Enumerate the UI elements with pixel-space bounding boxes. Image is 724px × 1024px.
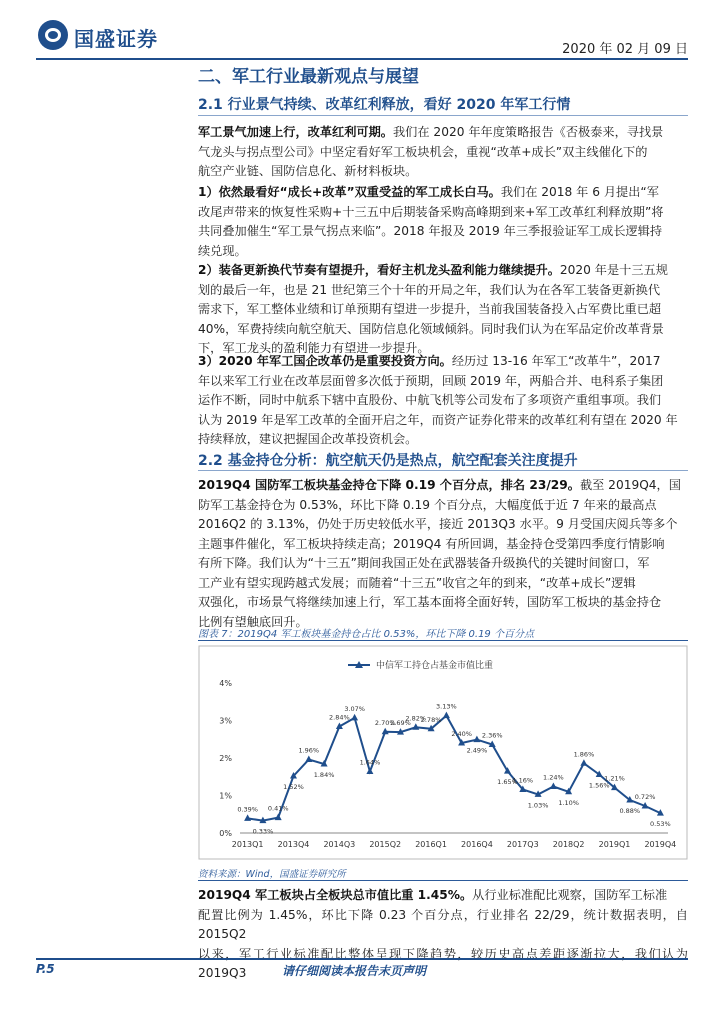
para-text: 共同叠加催生“军工景气拐点来临”。2018 年报及 2019 年三季报验证军工成长逻辑持 — [198, 224, 663, 238]
para-text: 经历过 13-16 年军工“改革牛”，2017 — [451, 354, 661, 368]
brand-name: 国盛证券 — [74, 27, 158, 51]
x-tick-label: 2019Q4 — [644, 840, 677, 849]
data-label: 2.69% — [390, 719, 411, 728]
subsection-title-2-2: 2.2 基金持仓分析：航空航天仍是热点，航空配套关注度提升 — [198, 453, 578, 469]
data-label: 1.84% — [313, 771, 335, 779]
para-lead: 军工景气加速上行，改革红利可期。 — [198, 125, 393, 139]
paragraph-2 — [198, 183, 688, 261]
data-label: 1.96% — [298, 746, 320, 755]
para-lead: 1）依然最看好“成长+改革”双重受益的军工成长白马。 — [198, 185, 501, 199]
para-text: 划的最后一年，也是 21 世纪第三个十年的开局之年，我们认为在各军工装备更新换代 — [198, 282, 661, 297]
y-tick-label: 0% — [219, 829, 232, 838]
para-text: 双强化，市场景气将继续加速上行，军工基本面将全面好转，国防军工板块的基金持仓 — [198, 595, 662, 609]
data-point — [550, 783, 557, 790]
data-label: 2.49% — [466, 746, 488, 755]
paragraph-6 — [198, 886, 688, 984]
data-label: 1.86% — [573, 750, 595, 759]
para-text: 防军工基金持仓为 0.53%，环比下降 0.19 个百分点，大幅度低于近 7 年来的最高点 — [198, 497, 657, 512]
para-lead: 2019Q4 军工板块占全板块总市值比重 1.45%。 — [198, 888, 473, 902]
para-text: 有所下降。我们认为“十三五”期间我国正处在武器装备升级换代的关键时间窗口，军 — [198, 556, 650, 570]
para-text: 航空产业链、国防信息化、新材料板块。 — [198, 164, 418, 178]
para-text: 我们在 2020 年年度策略报告《否极泰来，寻找景 — [393, 125, 664, 139]
figure-caption: 图表 7：2019Q4 军工板块基金持仓占比 0.53%，环比下降 0.19 个百分点 — [198, 629, 534, 640]
para-lead: 2）装备更新换代节奏有望提升，看好主机龙头盈利能力继续提升。 — [198, 263, 560, 277]
para-lead: 3）2020 年军工国企改革仍是重要投资方向。 — [198, 354, 452, 368]
figure-source: 资料来源：Wind，国盛证券研究所 — [198, 869, 346, 880]
data-point — [305, 756, 312, 763]
para-text: 以来，军工行业标准配比整体呈现下降趋势，较历史高点差距逐渐拉大，我们认为 2019Q3 — [198, 946, 688, 980]
subsection-divider — [198, 115, 688, 116]
para-text: 40%，军费持续向航空航天、国防信息化领域倾斜。同时我们认为在军品定价改革背景 — [198, 321, 664, 336]
y-tick-label: 4% — [219, 679, 232, 688]
data-point — [580, 759, 587, 766]
data-label: 1.64% — [359, 758, 381, 767]
y-tick-label: 3% — [219, 716, 232, 726]
para-text: 续兑现。 — [198, 243, 247, 258]
para-text: 主题事件催化，军工板块持续走高；2019Q4 有所回调，基金持仓受第四季度行情影响 — [198, 536, 665, 551]
data-label: 2.84% — [329, 713, 350, 722]
data-point — [443, 712, 450, 719]
page-number: P.5 — [36, 962, 55, 976]
data-label: 2.36% — [481, 731, 503, 740]
data-label: 2.70% — [374, 718, 396, 727]
data-label: 1.65% — [497, 778, 518, 787]
para-text: 认为 2019 年是军工改革的全面开启之年，而资产证券化带来的改革红利有望在 2020 年 — [198, 412, 678, 427]
para-text: 运作不断，同时中航系下辖中直股份、中航飞机等公司发布了多项资产重组事项。我们 — [198, 393, 662, 407]
y-tick-label: 2% — [219, 754, 232, 763]
footer-divider — [36, 958, 688, 960]
x-tick-label: 2013Q1 — [231, 840, 264, 849]
x-tick-label: 2015Q2 — [369, 840, 402, 849]
x-tick-label: 2018Q2 — [552, 840, 585, 849]
paragraph-1 — [198, 123, 688, 182]
x-tick-label: 2014Q3 — [323, 840, 356, 849]
data-label: 0.72% — [634, 793, 656, 801]
data-label: 1.21% — [604, 774, 625, 783]
logo-mark-icon — [38, 20, 68, 50]
x-tick-label: 2019Q1 — [598, 840, 631, 849]
data-label: 0.88% — [619, 807, 641, 815]
x-tick-label: 2016Q4 — [461, 840, 493, 849]
para-text: 气龙头与拐点型公司》中坚定看好军工板块机会，重视“改革+成长”双主线催化下的 — [198, 144, 648, 159]
para-lead: 2019Q4 国防军工板块基金持仓下降 0.19 个百分点，排名 23/29。 — [198, 478, 580, 492]
data-label: 1.16% — [512, 776, 534, 785]
data-label: 2.82% — [405, 714, 427, 723]
source-divider — [198, 880, 688, 881]
x-tick-label: 2013Q4 — [277, 840, 310, 849]
data-label: 1.03% — [527, 801, 549, 810]
para-text: 工产业有望实现跨越式发展；而随着“十三五”收官之年的到来，“改革+成长”逻辑 — [198, 575, 636, 590]
subsection-divider — [198, 470, 688, 471]
paragraph-4 — [198, 352, 688, 450]
header-divider — [36, 58, 688, 60]
paragraph-5 — [198, 476, 688, 632]
subsection-title-2-1: 2.1 行业景气持续、改革红利释放，看好 2020 年军工行情 — [198, 97, 571, 113]
para-text: 持续释放，建议把握国企改革投资机会。 — [198, 432, 418, 446]
para-text: 从行业标准配比观察，国防军工标准 — [472, 888, 668, 902]
para-text: 我们在 2018 年 6 月提出“军 — [500, 185, 659, 199]
chart-plot — [199, 646, 687, 859]
data-label: 1.24% — [543, 773, 564, 782]
data-point — [366, 768, 373, 775]
data-label: 0.41% — [267, 804, 289, 813]
data-point — [351, 714, 358, 721]
figure-divider — [198, 640, 688, 641]
data-point — [244, 814, 251, 821]
para-text: 改尾声带来的恢复性采购+十三五中后期装备采购高峰期到来+军工改革红利释放期”将 — [198, 204, 664, 219]
line-chart — [198, 645, 688, 860]
x-tick-label: 2016Q1 — [415, 840, 447, 849]
para-text: 比例有望触底回升。 — [198, 614, 308, 629]
section-title: 二、军工行业最新观点与展望 — [198, 67, 419, 87]
data-label: 1.10% — [558, 798, 579, 807]
data-point — [275, 814, 282, 821]
legend-label: 中信军工持仓占基金市值比重 — [376, 661, 494, 671]
paragraph-3 — [198, 261, 688, 359]
x-tick-label: 2017Q3 — [506, 840, 539, 849]
data-label: 1.52% — [283, 783, 304, 791]
data-point — [473, 736, 480, 743]
brand-logo — [38, 20, 168, 52]
data-label: 3.07% — [344, 704, 365, 713]
para-text: 2016Q2 的 3.13%，仍处于历史较低水平，接近 2013Q3 水平。9 月受国庆阅兵等多个 — [198, 517, 678, 531]
y-tick-label: 1% — [219, 791, 232, 801]
para-text: 截至 2019Q4，国 — [579, 478, 681, 492]
data-label: 3.13% — [436, 702, 457, 711]
data-label: 2.78% — [420, 715, 442, 724]
data-label: 2.40% — [451, 730, 472, 738]
para-text: 2020 年是十三五规 — [559, 263, 668, 277]
para-text: 年以来军工行业在改革层面曾多次低于预期，回顾 2019 年，两船合并、电科系子集团 — [198, 373, 664, 388]
data-label: 0.39% — [237, 805, 258, 814]
para-text: 下，军工龙头的盈利能力有望进一步提升。 — [198, 341, 430, 355]
footer-disclaimer: 请仔细阅读本报告末页声明 — [282, 964, 427, 978]
para-text: 需求下，军工整体业绩和订单预期有望进一步提升，当前我国装备投入占军费比重已超 — [198, 302, 662, 316]
data-label: 0.53% — [650, 820, 671, 829]
report-date: 2020 年 02 月 09 日 — [562, 42, 688, 57]
para-text: 配置比例为 1.45%，环比下降 0.23 个百分点，行业排名 22/29，统计数据表明，自 2015Q2 — [198, 907, 688, 941]
data-label: 1.56% — [588, 781, 610, 790]
data-label: 0.33% — [252, 827, 274, 836]
